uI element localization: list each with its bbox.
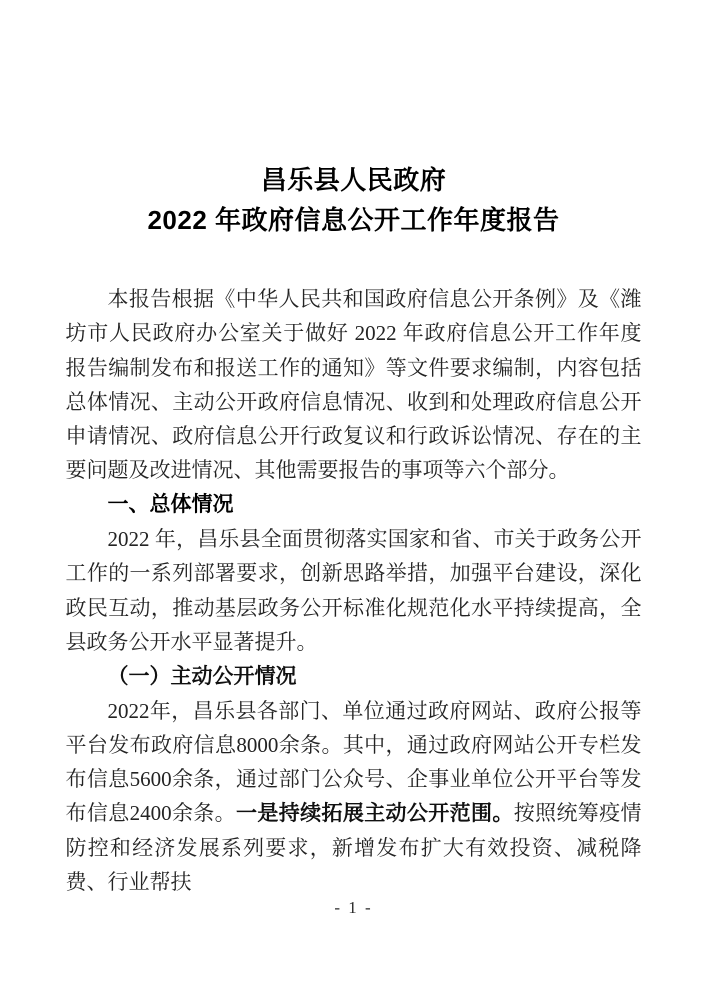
proactive-disclosure-emphasis-text: 一是持续拓展主动公开范围。 xyxy=(236,801,514,826)
proactive-disclosure-paragraph xyxy=(66,694,642,900)
page-number: - 1 - xyxy=(334,898,373,917)
report-body xyxy=(66,282,642,899)
overall-situation-paragraph: 2022 年，昌乐县全面贯彻落实国家和省、市关于政务公开工作的一系列部署要求，创新思路举措，加强平台建设，深化政民互动，推动基层政务公开标准化规范化水平持续提高，全县政务公开水平显著提升。 xyxy=(65,527,642,654)
subsection-heading-proactive-disclosure: （一）主动公开情况 xyxy=(107,664,297,689)
proactive-disclosure-lead-text: 2022年，昌乐县各部门、单位通过政府网站、政府公报等平台发布政府信息8000余条。其中，通过政府网站公开专栏发布信息5600余条，通过部门公众号、企事业单位公开平台等发布信息2400余条。 xyxy=(65,698,642,826)
section-heading-overall-situation: 一、总体情况 xyxy=(107,492,234,516)
intro-paragraph: 本报告根据《中华人民共和国政府信息公开条例》及《潍坊市人民政府办公室关于做好 2022 年政府信息公开工作年度报告编制发布和报送工作的通知》等文件要求编制，内容包括总体情况、主动公开政府信息情况、收到和处理政府信息公开申请情况、政府信息公开行政复议和行政诉讼情况、存在的主要问题及改进情况、其他需要报告的事项等六个部分。 xyxy=(65,287,642,483)
report-title-block xyxy=(0,0,707,240)
report-title-line1: 昌乐县人民政府 xyxy=(260,165,447,195)
proactive-disclosure-rest-text: 按照统筹疫情防控和经济发展系列要求，新增发布扩大有效投资、减税降费、行业帮扶 xyxy=(65,801,642,895)
report-title-line2: 2022 年政府信息公开工作年度报告 xyxy=(147,205,560,235)
